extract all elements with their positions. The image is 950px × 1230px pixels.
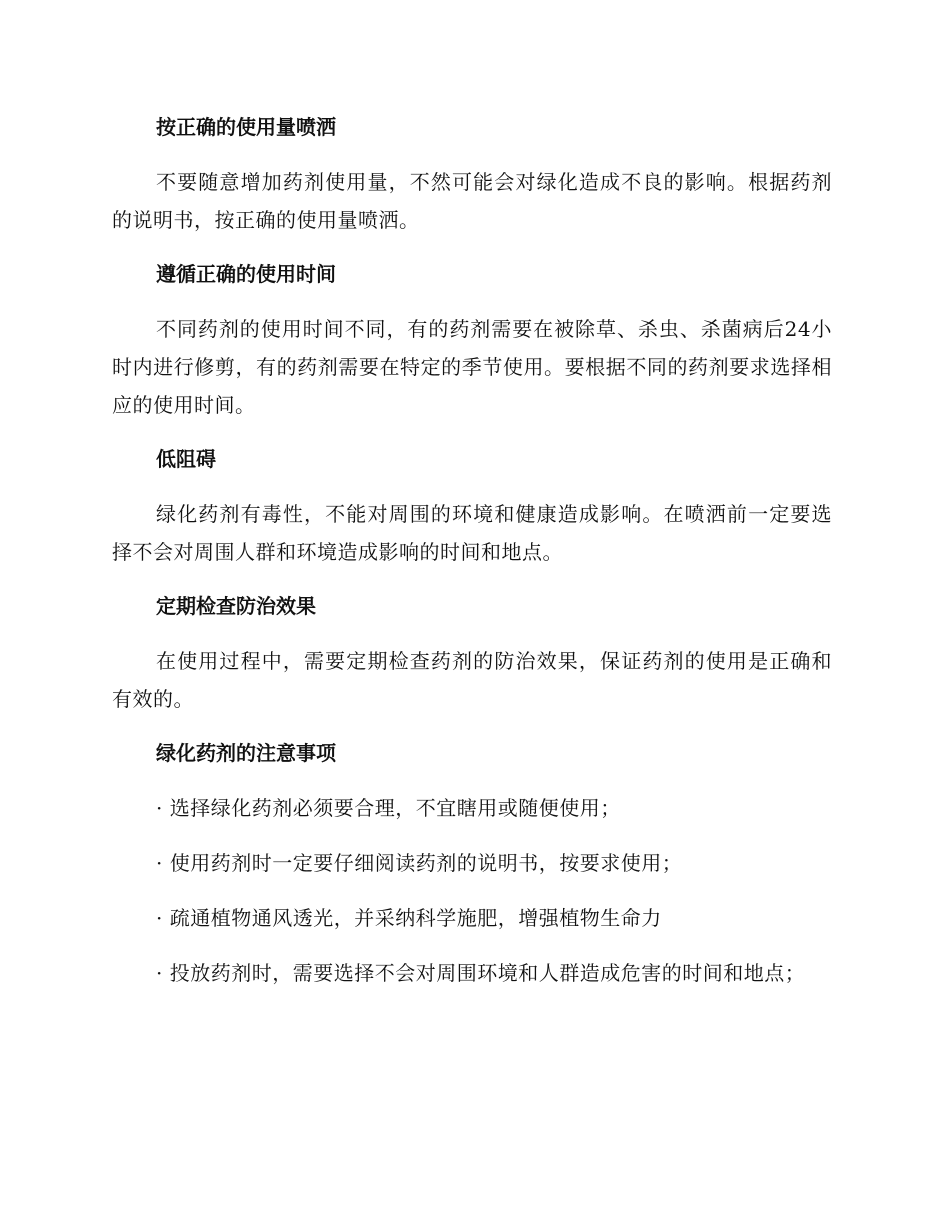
- notes-list-item: · 使用药剂时一定要仔细阅读药剂的说明书，按要求使用；: [156, 851, 683, 875]
- section-heading-effect-check: 定期检查防治效果: [156, 594, 316, 618]
- section-body-low-hindrance: 绿化药剂有毒性，不能对周围的环境和健康造成影响。在喷洒前一定要选择不会对周围人群和环境造成影响的时间和地点。: [112, 502, 832, 564]
- section-body-dosage: 不要随意增加药剂使用量，不然可能会对绿化造成不良的影响。根据药剂的说明书，按正确的使用量喷洒。: [112, 170, 832, 232]
- notes-heading: 绿化药剂的注意事项: [156, 741, 336, 765]
- notes-list-item: · 选择绿化药剂必须要合理，不宜瞎用或随便使用；: [156, 796, 621, 820]
- section-heading-timing: 遵循正确的使用时间: [156, 262, 336, 286]
- section-heading-dosage: 按正确的使用量喷洒: [156, 115, 336, 139]
- section-body-timing: 不同药剂的使用时间不同，有的药剂需要在被除草、杀虫、杀菌病后24小时内进行修剪，有的药剂需要在特定的季节使用。要根据不同的药剂要求选择相应的使用时间。: [112, 317, 832, 417]
- section-heading-low-hindrance: 低阻碍: [156, 447, 216, 471]
- notes-list-item: · 投放药剂时，需要选择不会对周围环境和人群造成危害的时间和地点；: [156, 961, 806, 985]
- section-body-effect-check: 在使用过程中，需要定期检查药剂的防治效果，保证药剂的使用是正确和有效的。: [112, 649, 832, 711]
- notes-list-item: · 疏通植物通风透光，并采纳科学施肥，增强植物生命力: [156, 906, 662, 930]
